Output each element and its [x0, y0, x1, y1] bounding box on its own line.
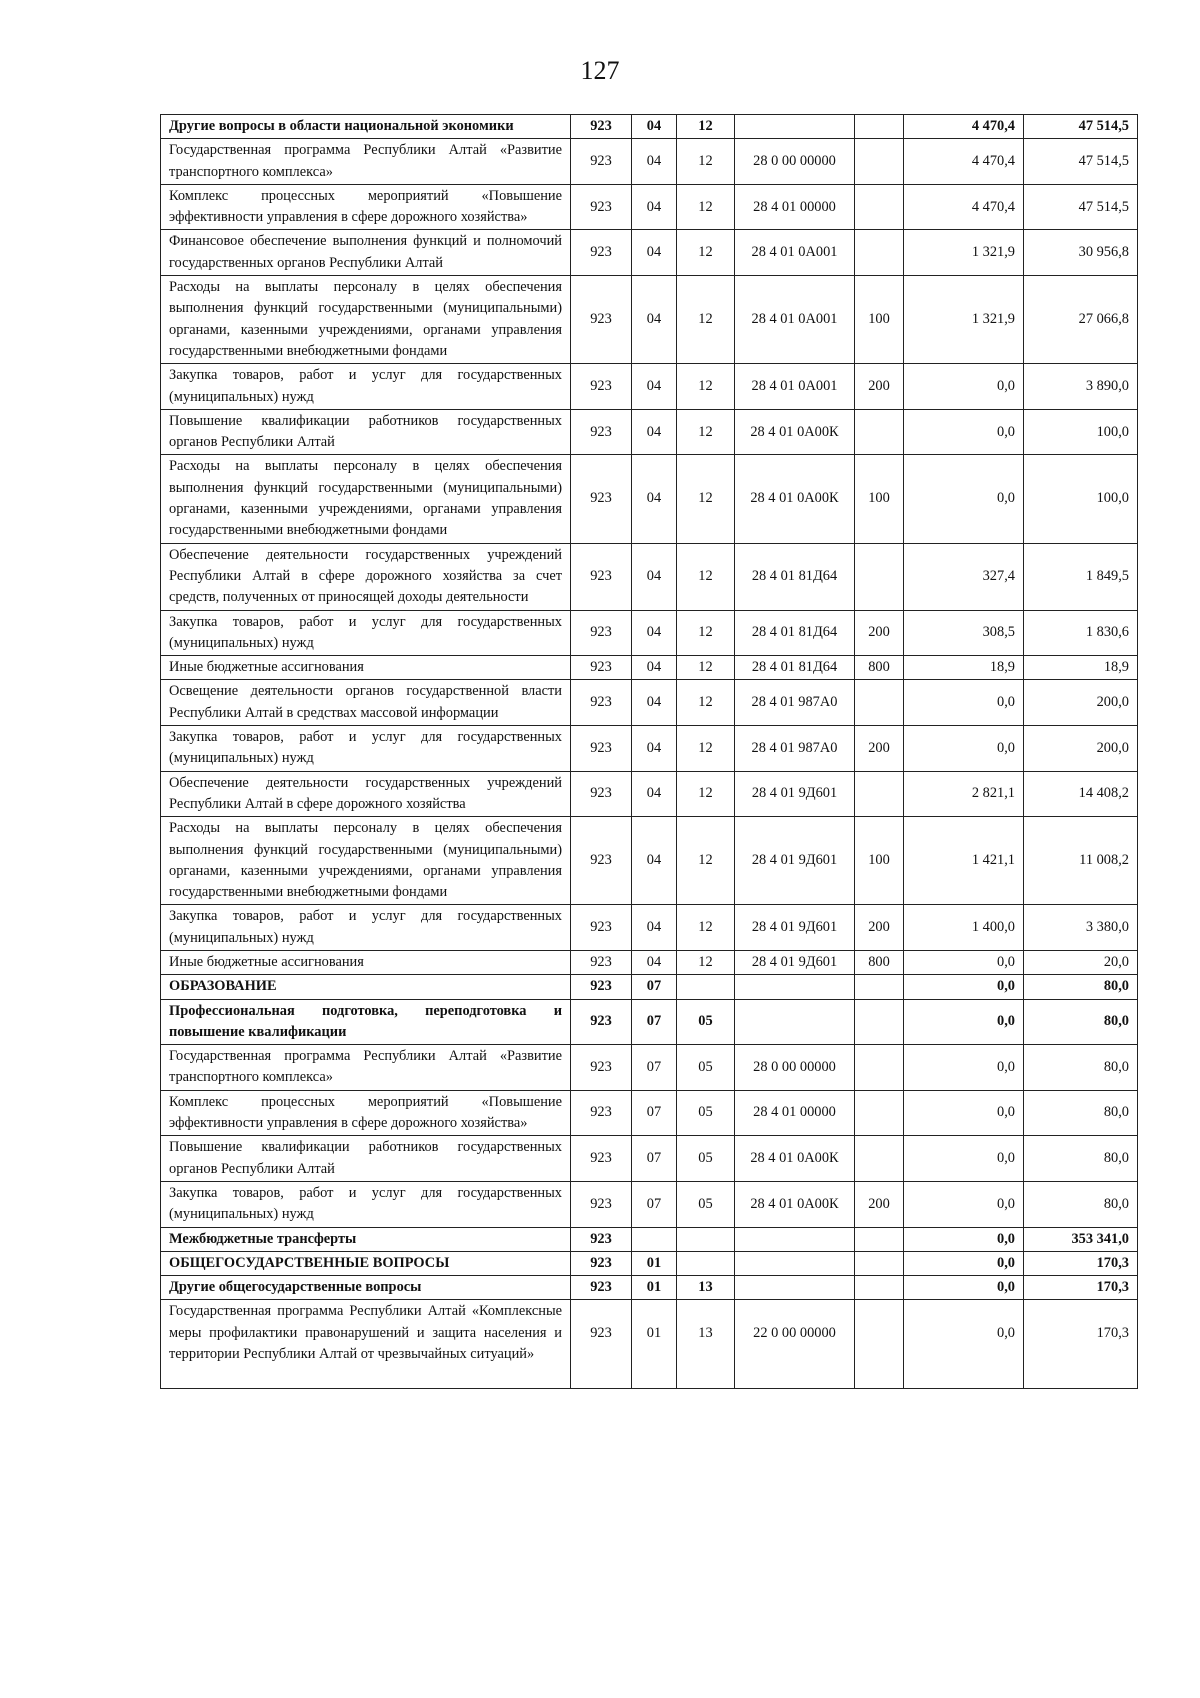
admin-code-cell: 923: [571, 276, 632, 364]
target-article-cell: 28 4 01 9Д601: [735, 905, 855, 951]
amount-1-cell: 1 421,1: [904, 817, 1024, 905]
amount-2-cell: 27 066,8: [1024, 276, 1138, 364]
subsection-code-cell: [677, 975, 735, 999]
amount-1-cell: 1 400,0: [904, 905, 1024, 951]
subsection-code-cell: 12: [677, 115, 735, 139]
target-article-cell: [735, 999, 855, 1045]
page-number: 127: [580, 56, 620, 85]
admin-code-cell: 923: [571, 817, 632, 905]
target-article-cell: 28 4 01 9Д601: [735, 950, 855, 974]
expense-type-cell: 800: [855, 656, 904, 680]
amount-2-cell: 100,0: [1024, 455, 1138, 543]
table-row: [161, 726, 1138, 772]
expense-type-cell: 200: [855, 610, 904, 656]
expense-name-cell: ОБРАЗОВАНИЕ: [161, 975, 571, 999]
admin-code-cell: 923: [571, 1136, 632, 1182]
table-row: [161, 1300, 1138, 1389]
expense-name-cell: ОБЩЕГОСУДАРСТВЕННЫЕ ВОПРОСЫ: [161, 1251, 571, 1275]
expense-type-cell: 200: [855, 905, 904, 951]
target-article-cell: 28 4 01 0А00К: [735, 409, 855, 455]
amount-1-cell: 0,0: [904, 726, 1024, 772]
section-code-cell: 04: [632, 656, 677, 680]
admin-code-cell: 923: [571, 115, 632, 139]
amount-1-cell: 0,0: [904, 1090, 1024, 1136]
target-article-cell: 28 4 01 00000: [735, 184, 855, 230]
section-code-cell: 01: [632, 1300, 677, 1389]
admin-code-cell: 923: [571, 656, 632, 680]
table-row: [161, 1136, 1138, 1182]
amount-2-cell: 3 890,0: [1024, 364, 1138, 410]
admin-code-cell: 923: [571, 1045, 632, 1091]
table-row: [161, 1227, 1138, 1251]
table-row: [161, 975, 1138, 999]
expense-type-cell: [855, 543, 904, 610]
subsection-code-cell: 12: [677, 905, 735, 951]
section-code-cell: 01: [632, 1251, 677, 1275]
table-row: [161, 543, 1138, 610]
budget-table: [160, 114, 1138, 1389]
expense-type-cell: [855, 1136, 904, 1182]
expense-name-cell: Повышение квалификации работников государственных органов Республики Алтай: [161, 1136, 571, 1182]
subsection-code-cell: 05: [677, 1090, 735, 1136]
expense-type-cell: [855, 1045, 904, 1091]
expense-type-cell: [855, 1090, 904, 1136]
target-article-cell: 28 4 01 0А00К: [735, 455, 855, 543]
table-row: [161, 1090, 1138, 1136]
subsection-code-cell: 12: [677, 543, 735, 610]
section-code-cell: 04: [632, 184, 677, 230]
amount-1-cell: 0,0: [904, 975, 1024, 999]
amount-2-cell: 80,0: [1024, 1181, 1138, 1227]
table-row: [161, 455, 1138, 543]
section-code-cell: 04: [632, 680, 677, 726]
target-article-cell: 28 0 00 00000: [735, 139, 855, 185]
expense-name-cell: Другие общегосударственные вопросы: [161, 1276, 571, 1300]
expense-name-cell: Межбюджетные трансферты: [161, 1227, 571, 1251]
section-code-cell: 07: [632, 1136, 677, 1182]
target-article-cell: 28 4 01 987А0: [735, 680, 855, 726]
subsection-code-cell: [677, 1251, 735, 1275]
subsection-code-cell: 12: [677, 817, 735, 905]
section-code-cell: 04: [632, 409, 677, 455]
table-row: [161, 1276, 1138, 1300]
amount-2-cell: 18,9: [1024, 656, 1138, 680]
target-article-cell: [735, 1227, 855, 1251]
section-code-cell: 07: [632, 975, 677, 999]
expense-name-cell: Закупка товаров, работ и услуг для государственных (муниципальных) нужд: [161, 364, 571, 410]
amount-1-cell: 2 821,1: [904, 771, 1024, 817]
amount-2-cell: 47 514,5: [1024, 139, 1138, 185]
amount-2-cell: 170,3: [1024, 1251, 1138, 1275]
amount-2-cell: 200,0: [1024, 680, 1138, 726]
admin-code-cell: 923: [571, 364, 632, 410]
subsection-code-cell: 05: [677, 1045, 735, 1091]
subsection-code-cell: 12: [677, 455, 735, 543]
amount-1-cell: 18,9: [904, 656, 1024, 680]
admin-code-cell: 923: [571, 680, 632, 726]
target-article-cell: [735, 1276, 855, 1300]
subsection-code-cell: 12: [677, 950, 735, 974]
table-row: [161, 1251, 1138, 1275]
amount-1-cell: 1 321,9: [904, 276, 1024, 364]
amount-1-cell: 4 470,4: [904, 115, 1024, 139]
subsection-code-cell: 12: [677, 139, 735, 185]
admin-code-cell: 923: [571, 543, 632, 610]
amount-2-cell: 11 008,2: [1024, 817, 1138, 905]
target-article-cell: 28 4 01 00000: [735, 1090, 855, 1136]
target-article-cell: 28 4 01 81Д64: [735, 610, 855, 656]
expense-name-cell: Расходы на выплаты персоналу в целях обеспечения выполнения функций государственными (муниципальными) органами, казенными учреждениями, органами управления государственными внебюджетными фондами: [161, 455, 571, 543]
subsection-code-cell: 05: [677, 1136, 735, 1182]
amount-2-cell: 14 408,2: [1024, 771, 1138, 817]
amount-1-cell: 308,5: [904, 610, 1024, 656]
section-code-cell: 04: [632, 276, 677, 364]
amount-2-cell: 20,0: [1024, 950, 1138, 974]
expense-type-cell: [855, 184, 904, 230]
subsection-code-cell: 05: [677, 1181, 735, 1227]
subsection-code-cell: 12: [677, 230, 735, 276]
amount-2-cell: 3 380,0: [1024, 905, 1138, 951]
admin-code-cell: 923: [571, 1181, 632, 1227]
section-code-cell: 04: [632, 364, 677, 410]
expense-name-cell: Государственная программа Республики Алтай «Комплексные меры профилактики правонарушений и защита населения и территории Республики Алтай от чрезвычайных ситуаций»: [161, 1300, 571, 1389]
table-row: [161, 230, 1138, 276]
section-code-cell: 04: [632, 610, 677, 656]
expense-type-cell: 200: [855, 364, 904, 410]
admin-code-cell: 923: [571, 1251, 632, 1275]
expense-type-cell: [855, 1276, 904, 1300]
amount-2-cell: 80,0: [1024, 1090, 1138, 1136]
expense-name-cell: Повышение квалификации работников государственных органов Республики Алтай: [161, 409, 571, 455]
amount-1-cell: 0,0: [904, 409, 1024, 455]
table-row: [161, 771, 1138, 817]
expense-type-cell: [855, 680, 904, 726]
target-article-cell: 28 4 01 0А00К: [735, 1181, 855, 1227]
section-code-cell: 04: [632, 455, 677, 543]
section-code-cell: 01: [632, 1276, 677, 1300]
section-code-cell: 04: [632, 950, 677, 974]
expense-type-cell: 100: [855, 817, 904, 905]
admin-code-cell: 923: [571, 905, 632, 951]
target-article-cell: 28 4 01 987А0: [735, 726, 855, 772]
amount-2-cell: 47 514,5: [1024, 184, 1138, 230]
table-row: [161, 656, 1138, 680]
subsection-code-cell: 12: [677, 726, 735, 772]
section-code-cell: 04: [632, 139, 677, 185]
expense-type-cell: 100: [855, 276, 904, 364]
table-row: [161, 950, 1138, 974]
amount-1-cell: 0,0: [904, 1045, 1024, 1091]
amount-1-cell: 0,0: [904, 1181, 1024, 1227]
section-code-cell: 04: [632, 905, 677, 951]
subsection-code-cell: 12: [677, 364, 735, 410]
section-code-cell: 04: [632, 543, 677, 610]
table-row: [161, 115, 1138, 139]
expense-type-cell: [855, 139, 904, 185]
expense-type-cell: [855, 771, 904, 817]
expense-name-cell: Профессиональная подготовка, переподготовка и повышение квалификации: [161, 999, 571, 1045]
expense-name-cell: Комплекс процессных мероприятий «Повышение эффективности управления в сфере дорожного хозяйства»: [161, 1090, 571, 1136]
expense-type-cell: [855, 409, 904, 455]
table-row: [161, 276, 1138, 364]
amount-1-cell: 0,0: [904, 680, 1024, 726]
admin-code-cell: 923: [571, 409, 632, 455]
subsection-code-cell: 12: [677, 409, 735, 455]
admin-code-cell: 923: [571, 610, 632, 656]
target-article-cell: 28 4 01 81Д64: [735, 543, 855, 610]
table-row: [161, 680, 1138, 726]
admin-code-cell: 923: [571, 1276, 632, 1300]
amount-1-cell: 0,0: [904, 999, 1024, 1045]
target-article-cell: 28 4 01 0А001: [735, 276, 855, 364]
amount-2-cell: 200,0: [1024, 726, 1138, 772]
admin-code-cell: 923: [571, 230, 632, 276]
expense-name-cell: Обеспечение деятельности государственных учреждений Республики Алтай в сфере дорожного хозяйства за счет средств, полученных от приносящей доходы деятельности: [161, 543, 571, 610]
expense-type-cell: [855, 1300, 904, 1389]
amount-2-cell: 80,0: [1024, 1045, 1138, 1091]
expense-name-cell: Освещение деятельности органов государственной власти Республики Алтай в средствах массовой информации: [161, 680, 571, 726]
section-code-cell: [632, 1227, 677, 1251]
expense-name-cell: Государственная программа Республики Алтай «Развитие транспортного комплекса»: [161, 139, 571, 185]
expense-name-cell: Государственная программа Республики Алтай «Развитие транспортного комплекса»: [161, 1045, 571, 1091]
expense-type-cell: [855, 1251, 904, 1275]
amount-2-cell: 80,0: [1024, 999, 1138, 1045]
table-row: [161, 999, 1138, 1045]
target-article-cell: [735, 1251, 855, 1275]
table-row: [161, 610, 1138, 656]
admin-code-cell: 923: [571, 726, 632, 772]
section-code-cell: 07: [632, 1090, 677, 1136]
target-article-cell: 28 4 01 0А001: [735, 230, 855, 276]
admin-code-cell: 923: [571, 975, 632, 999]
expense-type-cell: 800: [855, 950, 904, 974]
section-code-cell: 04: [632, 115, 677, 139]
subsection-code-cell: 12: [677, 771, 735, 817]
target-article-cell: 28 4 01 0А00К: [735, 1136, 855, 1182]
table-row: [161, 409, 1138, 455]
expense-name-cell: Закупка товаров, работ и услуг для государственных (муниципальных) нужд: [161, 905, 571, 951]
table-row: [161, 364, 1138, 410]
section-code-cell: 07: [632, 1045, 677, 1091]
subsection-code-cell: 12: [677, 610, 735, 656]
subsection-code-cell: [677, 1227, 735, 1251]
admin-code-cell: 923: [571, 1227, 632, 1251]
amount-1-cell: 4 470,4: [904, 139, 1024, 185]
table-row: [161, 1181, 1138, 1227]
target-article-cell: 28 4 01 9Д601: [735, 771, 855, 817]
expense-name-cell: Закупка товаров, работ и услуг для государственных (муниципальных) нужд: [161, 1181, 571, 1227]
amount-2-cell: 30 956,8: [1024, 230, 1138, 276]
expense-type-cell: [855, 115, 904, 139]
amount-1-cell: 0,0: [904, 455, 1024, 543]
subsection-code-cell: 12: [677, 184, 735, 230]
section-code-cell: 04: [632, 726, 677, 772]
amount-1-cell: 0,0: [904, 950, 1024, 974]
subsection-code-cell: 12: [677, 656, 735, 680]
admin-code-cell: 923: [571, 184, 632, 230]
admin-code-cell: 923: [571, 1300, 632, 1389]
expense-name-cell: Обеспечение деятельности государственных учреждений Республики Алтай в сфере дорожного хозяйства: [161, 771, 571, 817]
admin-code-cell: 923: [571, 999, 632, 1045]
admin-code-cell: 923: [571, 455, 632, 543]
expense-name-cell: Расходы на выплаты персоналу в целях обеспечения выполнения функций государственными (муниципальными) органами, казенными учреждениями, органами управления государственными внебюджетными фондами: [161, 817, 571, 905]
amount-2-cell: 353 341,0: [1024, 1227, 1138, 1251]
admin-code-cell: 923: [571, 950, 632, 974]
admin-code-cell: 923: [571, 139, 632, 185]
table-row: [161, 1045, 1138, 1091]
admin-code-cell: 923: [571, 771, 632, 817]
target-article-cell: 28 0 00 00000: [735, 1045, 855, 1091]
amount-1-cell: 327,4: [904, 543, 1024, 610]
expense-type-cell: [855, 230, 904, 276]
expense-type-cell: [855, 1227, 904, 1251]
expense-name-cell: Расходы на выплаты персоналу в целях обеспечения выполнения функций государственными (муниципальными) органами, казенными учреждениями, органами управления государственными внебюджетными фондами: [161, 276, 571, 364]
amount-2-cell: 100,0: [1024, 409, 1138, 455]
subsection-code-cell: 12: [677, 276, 735, 364]
section-code-cell: 04: [632, 817, 677, 905]
section-code-cell: 07: [632, 999, 677, 1045]
table-row: [161, 139, 1138, 185]
table-row: [161, 184, 1138, 230]
amount-1-cell: 0,0: [904, 1251, 1024, 1275]
expense-type-cell: 200: [855, 1181, 904, 1227]
amount-2-cell: 80,0: [1024, 1136, 1138, 1182]
table-body: [161, 115, 1138, 1389]
subsection-code-cell: 13: [677, 1300, 735, 1389]
target-article-cell: 28 4 01 81Д64: [735, 656, 855, 680]
section-code-cell: 04: [632, 771, 677, 817]
section-code-cell: 07: [632, 1181, 677, 1227]
amount-2-cell: 170,3: [1024, 1300, 1138, 1389]
table-row: [161, 817, 1138, 905]
expense-type-cell: 100: [855, 455, 904, 543]
amount-2-cell: 80,0: [1024, 975, 1138, 999]
amount-1-cell: 4 470,4: [904, 184, 1024, 230]
target-article-cell: 22 0 00 00000: [735, 1300, 855, 1389]
table-row: [161, 905, 1138, 951]
amount-2-cell: 170,3: [1024, 1276, 1138, 1300]
subsection-code-cell: 13: [677, 1276, 735, 1300]
expense-name-cell: Закупка товаров, работ и услуг для государственных (муниципальных) нужд: [161, 726, 571, 772]
subsection-code-cell: 12: [677, 680, 735, 726]
amount-2-cell: 1 830,6: [1024, 610, 1138, 656]
expense-type-cell: 200: [855, 726, 904, 772]
amount-1-cell: 0,0: [904, 1300, 1024, 1389]
section-code-cell: 04: [632, 230, 677, 276]
subsection-code-cell: 05: [677, 999, 735, 1045]
expense-name-cell: Иные бюджетные ассигнования: [161, 656, 571, 680]
expense-name-cell: Другие вопросы в области национальной экономики: [161, 115, 571, 139]
amount-1-cell: 1 321,9: [904, 230, 1024, 276]
amount-1-cell: 0,0: [904, 1276, 1024, 1300]
expense-name-cell: Комплекс процессных мероприятий «Повышение эффективности управления в сфере дорожного хозяйства»: [161, 184, 571, 230]
expense-name-cell: Финансовое обеспечение выполнения функций и полномочий государственных органов Республики Алтай: [161, 230, 571, 276]
target-article-cell: [735, 975, 855, 999]
amount-1-cell: 0,0: [904, 1227, 1024, 1251]
amount-2-cell: 47 514,5: [1024, 115, 1138, 139]
expense-name-cell: Иные бюджетные ассигнования: [161, 950, 571, 974]
amount-1-cell: 0,0: [904, 364, 1024, 410]
admin-code-cell: 923: [571, 1090, 632, 1136]
expense-type-cell: [855, 999, 904, 1045]
target-article-cell: [735, 115, 855, 139]
expense-type-cell: [855, 975, 904, 999]
amount-1-cell: 0,0: [904, 1136, 1024, 1182]
target-article-cell: 28 4 01 0А001: [735, 364, 855, 410]
expense-name-cell: Закупка товаров, работ и услуг для государственных (муниципальных) нужд: [161, 610, 571, 656]
amount-2-cell: 1 849,5: [1024, 543, 1138, 610]
target-article-cell: 28 4 01 9Д601: [735, 817, 855, 905]
